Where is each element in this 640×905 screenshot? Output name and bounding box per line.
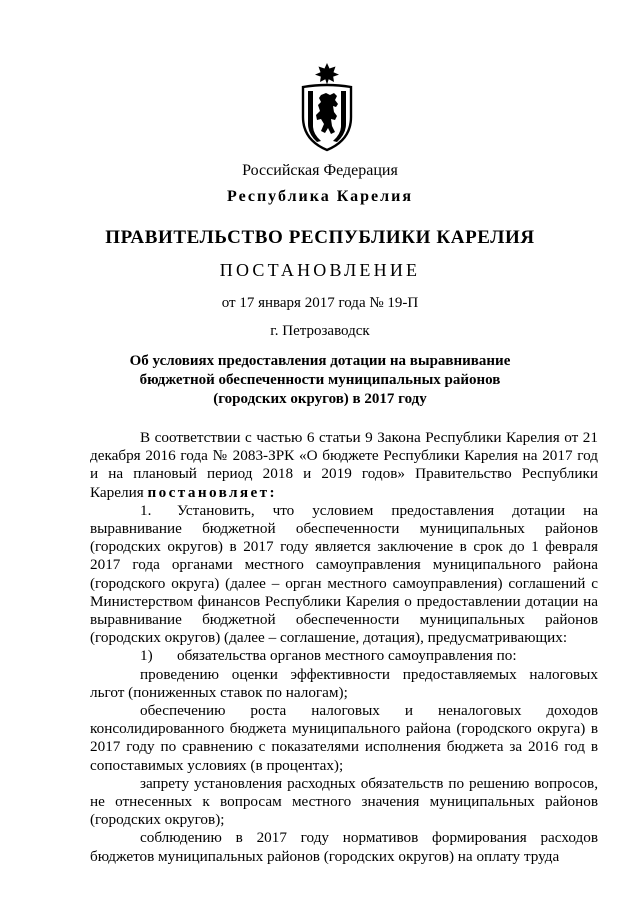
obligation-expense-norms: соблюдению в 2017 году нормативов формирования расходов бюджетов муниципальных районов (городских округов) на оплату труда [90, 829, 598, 865]
item-1-text: Установить, что условием предоставления дотации на выравнивание бюджетной обеспеченности муниципальных районов (городских округов) в 2017 году является заключение в срок до 1 февраля 2017 года органами местного самоуправления муниципального района (городского округа) (далее – орган местного самоуправления) соглашений с Министерством финансов Республики Карелия о предоставлении дотации на выравнивание бюджетной обеспеченности муниципальных районов (городских округов) (далее – соглашение, дотация), предусматривающих: [90, 501, 598, 647]
item-1 [90, 502, 598, 648]
subject-line: бюджетной обеспеченности муниципальных районов [139, 372, 501, 388]
item-1-number: 1. [140, 501, 152, 519]
document-body [90, 429, 598, 866]
document-city: г. Петрозаводск [270, 323, 370, 339]
intro-text: В соответствии с частью 6 статьи 9 Закона Республики Карелия от 21 декабря 2016 года № 2083-ЗРК «О бюджете Республики Карелия на 2017 год и на плановый период 2018 и 2019 годов» Правительство Республики Карелия [90, 429, 598, 501]
intro-paragraph [90, 429, 598, 502]
obligation-expense-ban: запрету установления расходных обязательств по решению вопросов, не отнесенных к вопросам местного значения муниципальных районов (городских округов); [90, 774, 598, 829]
karelia-coat-of-arms-icon [299, 62, 355, 152]
republic-name: Республика Карелия [227, 188, 413, 205]
government-title: ПРАВИТЕЛЬСТВО РЕСПУБЛИКИ КАРЕЛИЯ [105, 227, 535, 248]
subject-line: (городских округов) в 2017 году [213, 391, 427, 407]
subject-line: Об условиях предоставления дотации на выравнивание [129, 353, 511, 369]
decree-word: постановляет: [147, 483, 277, 501]
obligation-revenue-growth: обеспечению роста налоговых и неналоговых доходов консолидированного бюджета муниципального района (городского округа) в 2017 году по сравнению с показателями исполнения бюджета за 2016 год в сопоставимых условиях (в процентах); [90, 702, 598, 774]
document-type: ПОСТАНОВЛЕНИЕ [219, 260, 421, 280]
obligation-tax-benefits: проведению оценки эффективности предоставляемых налоговых льгот (пониженных ставок по налогам); [90, 665, 598, 701]
subitem-1 [90, 647, 598, 665]
country-name: Российская Федерация [242, 162, 398, 179]
document-date-number: от 17 января 2017 года № 19-П [221, 295, 419, 311]
document-subject [120, 352, 520, 409]
subitem-1-text: обязательства органов местного самоуправления по: [177, 647, 517, 665]
subitem-1-number: 1) [140, 647, 153, 665]
emblem-star [315, 63, 339, 85]
